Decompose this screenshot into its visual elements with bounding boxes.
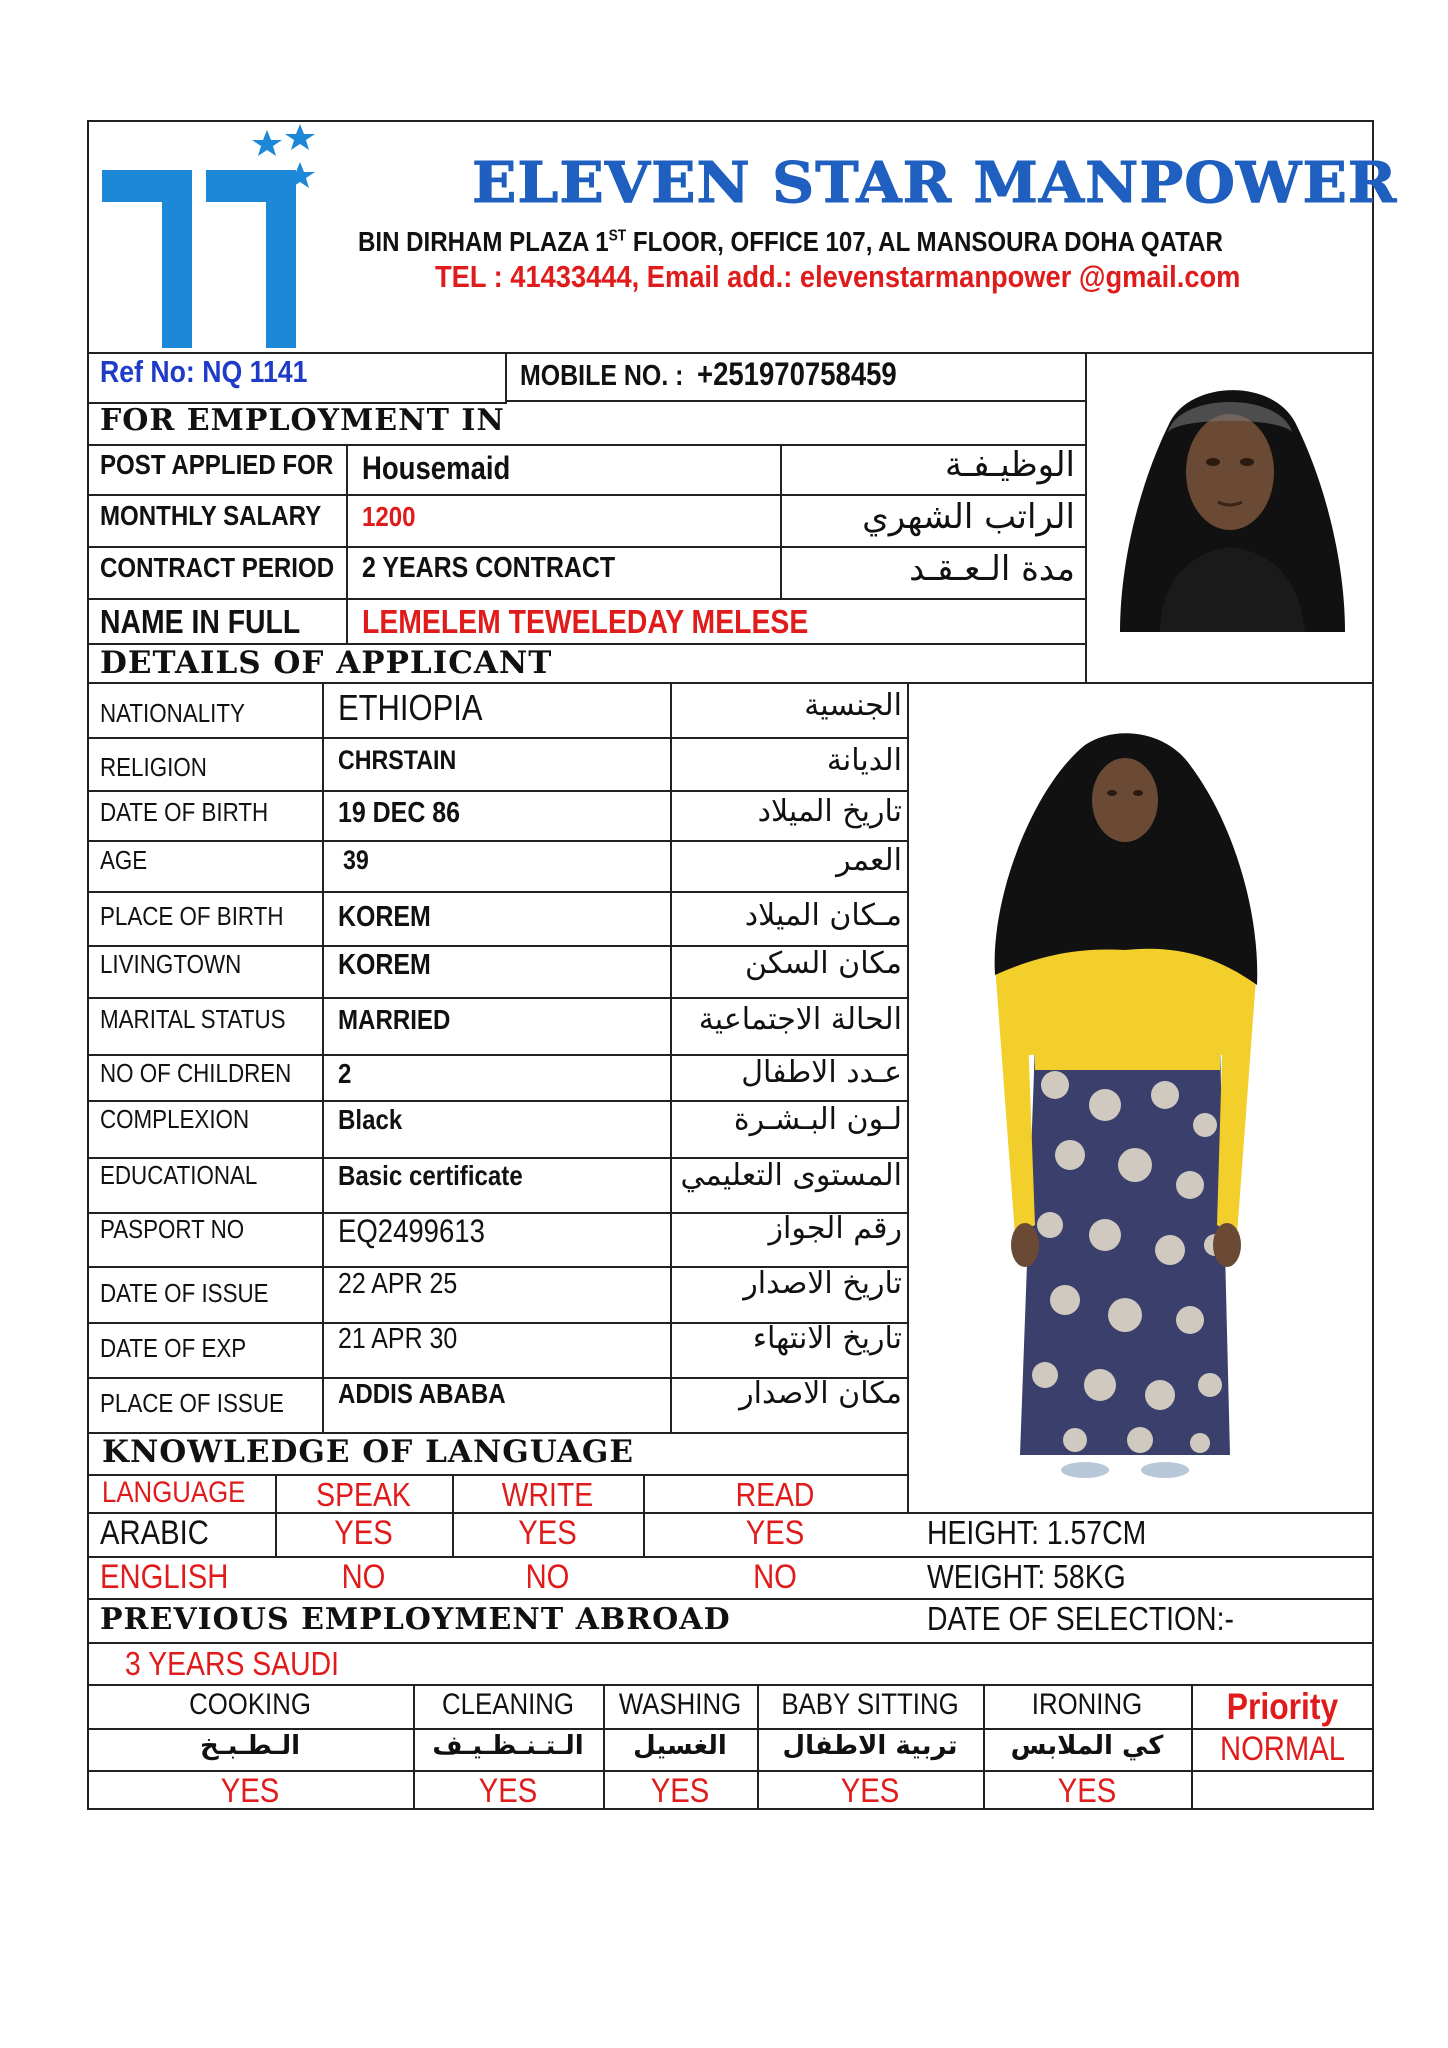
date-of-exp-label: DATE OF EXP	[100, 1333, 247, 1363]
priority-value: NORMAL	[1219, 1730, 1346, 1768]
place-of-birth-arabic: مـكان الميلاد	[744, 898, 902, 933]
skill-cooking-value: YES	[220, 1772, 280, 1810]
skill-cleaning-label: CLEANING	[442, 1688, 574, 1721]
lang-arabic-write: YES	[518, 1514, 577, 1552]
selection-date-label: DATE OF SELECTION:-	[927, 1600, 1234, 1637]
contract-label: CONTRACT PERIOD	[100, 552, 335, 583]
skill-washing-value: YES	[650, 1772, 710, 1810]
age-value: 39	[343, 845, 369, 875]
salary-arabic: الراتب الشهري	[862, 497, 1075, 537]
lang-english-name: ENGLISH	[100, 1558, 229, 1596]
skill-ironing-arabic: كي الملابس	[1010, 1731, 1164, 1761]
place-of-issue-arabic: مكان الاصدار	[739, 1376, 902, 1411]
lang-header-read: READ	[735, 1476, 815, 1513]
post-applied-arabic: الوظيـفـة	[944, 445, 1075, 485]
ref-number: Ref No: NQ 1141	[100, 354, 308, 389]
educational-arabic: المستوى التعليمي	[680, 1158, 902, 1193]
salary-label: MONTHLY SALARY	[100, 500, 322, 531]
lang-english-write: NO	[525, 1558, 570, 1596]
date-of-issue-label: DATE OF ISSUE	[100, 1278, 269, 1308]
skill-ironing-value: YES	[1057, 1772, 1117, 1810]
lang-header-write: WRITE	[501, 1476, 594, 1513]
address-prefix: BIN DIRHAM PLAZA 1	[358, 226, 609, 257]
educational-value: Basic certificate	[338, 1160, 523, 1191]
livingtown-arabic: مكان السكن	[745, 946, 902, 981]
company-name: ELEVEN STAR MANPOWER	[472, 150, 1398, 216]
lang-arabic-speak: YES	[334, 1514, 393, 1552]
skill-baby-sitting-label: BABY SITTING	[781, 1688, 959, 1721]
complexion-label: COMPLEXION	[100, 1104, 250, 1134]
previous-employment-heading: PREVIOUS EMPLOYMENT ABROAD	[100, 1602, 731, 1637]
complexion-arabic: لـون البـشـرة	[733, 1102, 902, 1137]
place-of-birth-label: PLACE OF BIRTH	[100, 901, 284, 931]
children-value: 2	[338, 1058, 352, 1089]
contract-value: 2 YEARS CONTRACT	[362, 552, 616, 584]
children-arabic: عـدد الاطفال	[741, 1055, 902, 1090]
language-heading: KNOWLEDGE OF LANGUAGE	[102, 1434, 635, 1470]
nationality-value: ETHIOPIA	[338, 687, 483, 728]
passport-arabic: رقم الجواز	[768, 1211, 902, 1246]
lang-english-speak: NO	[341, 1558, 386, 1596]
post-applied-label: POST APPLIED FOR	[100, 449, 334, 480]
employment-heading: FOR EMPLOYMENT IN	[100, 403, 505, 438]
weight-value: WEIGHT: 58KG	[927, 1558, 1126, 1595]
educational-label: EDUCATIONAL	[100, 1160, 258, 1190]
company-address	[358, 226, 1223, 258]
applicant-full-body-photo	[975, 725, 1275, 1495]
dob-arabic: تاريخ الميلاد	[757, 794, 902, 829]
applicant-headshot-photo	[1100, 362, 1360, 642]
skill-washing-label: WASHING	[618, 1688, 742, 1721]
date-of-issue-value: 22 APR 25	[338, 1268, 458, 1300]
skill-cooking-label: COOKING	[189, 1688, 311, 1721]
company-logo	[100, 122, 320, 352]
details-heading: DETAILS OF APPLICANT	[100, 645, 553, 681]
marital-status-value: MARRIED	[338, 1004, 451, 1035]
place-of-birth-value: KOREM	[338, 901, 431, 933]
skill-washing-arabic: الغسيل	[633, 1731, 727, 1761]
skill-cooking-arabic: الـطـبـخ	[199, 1731, 300, 1761]
place-of-issue-value: ADDIS ABABA	[338, 1378, 506, 1409]
marital-status-label: MARITAL STATUS	[100, 1004, 286, 1034]
salary-value: 1200	[362, 501, 416, 532]
date-of-exp-arabic: تاريخ الانتهاء	[752, 1321, 902, 1356]
skill-cleaning-arabic: الـتـنـظـيـف	[432, 1731, 584, 1761]
age-arabic: العمر	[836, 843, 902, 878]
previous-employment-value: 3 YEARS SAUDI	[125, 1645, 339, 1682]
mobile-value: +251970758459	[697, 356, 897, 392]
passport-value: EQ2499613	[338, 1213, 485, 1249]
height-value: HEIGHT: 1.57CM	[927, 1514, 1147, 1551]
passport-label: PASPORT NO	[100, 1214, 245, 1244]
post-applied-value: Housemaid	[362, 450, 511, 486]
skill-cleaning-value: YES	[478, 1772, 538, 1810]
address-suffix: FLOOR, OFFICE 107, AL MANSOURA DOHA QATAR	[626, 226, 1223, 257]
children-label: NO OF CHILDREN	[100, 1058, 292, 1088]
place-of-issue-label: PLACE OF ISSUE	[100, 1388, 284, 1418]
priority-label: Priority	[1226, 1686, 1339, 1727]
name-full-value: LEMELEM TEWELEDAY MELESE	[362, 603, 809, 640]
dob-value: 19 DEC 86	[338, 797, 460, 829]
lang-header-language: LANGUAGE	[102, 1476, 246, 1509]
skill-baby-sitting-arabic: تربية الاطفال	[782, 1731, 958, 1761]
address-sup: ST	[608, 227, 627, 245]
nationality-arabic: الجنسية	[804, 688, 902, 723]
name-full-label: NAME IN FULL	[100, 603, 301, 640]
age-label: AGE	[100, 845, 148, 875]
complexion-value: Black	[338, 1104, 403, 1135]
contract-arabic: مدة الـعـقـد	[909, 549, 1075, 589]
mobile-label: MOBILE NO. :	[520, 360, 684, 392]
date-of-issue-arabic: تاريخ الاصدار	[743, 1266, 902, 1301]
nationality-label: NATIONALITY	[100, 698, 245, 728]
skill-ironing-label: IRONING	[1031, 1688, 1143, 1721]
skill-baby-sitting-value: YES	[840, 1772, 900, 1810]
lang-english-read: NO	[753, 1558, 797, 1596]
date-of-exp-value: 21 APR 30	[338, 1323, 458, 1355]
lang-header-speak: SPEAK	[316, 1476, 411, 1513]
livingtown-label: LIVINGTOWN	[100, 949, 242, 979]
company-contact[interactable]: TEL : 41433444, Email add.: elevenstarmanpower @gmail.com	[435, 259, 1241, 294]
lang-arabic-name: ARABIC	[100, 1514, 209, 1552]
livingtown-value: KOREM	[338, 949, 431, 981]
religion-arabic: الديانة	[826, 743, 902, 778]
religion-label: RELIGION	[100, 752, 207, 782]
dob-label: DATE OF BIRTH	[100, 797, 269, 827]
religion-value: CHRSTAIN	[338, 745, 457, 775]
marital-status-arabic: الحالة الاجتماعية	[698, 1002, 902, 1037]
lang-arabic-read: YES	[745, 1514, 805, 1552]
